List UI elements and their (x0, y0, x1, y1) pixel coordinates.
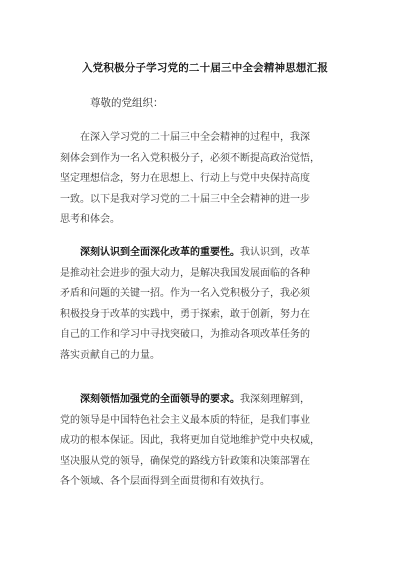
paragraph-reform (60, 243, 356, 366)
paragraph-line: 自己的工作和学习中寻找突破口，为推动各项改革任务的 (60, 329, 310, 340)
paragraph-intro (60, 128, 356, 231)
paragraph-lead-heading: 深刻认识到全面深化改革的重要性。 (80, 247, 240, 258)
paragraph-line: 矛盾和问题的关键一招。作为一名入党积极分子，我必须 (60, 288, 310, 299)
paragraph-line: 思考和体会。 (60, 214, 120, 225)
paragraph-line-text: 我认识到，改革 (240, 247, 310, 258)
paragraph-first-line (60, 390, 356, 411)
paragraph-line: 坚定理想信念，努力在思想上、行动上与党中央保持高度 (60, 173, 310, 184)
paragraph-line: 是推动社会进步的强大动力，是解决我国发展面临的各种 (60, 267, 310, 279)
paragraph-line: 成功的根本保证。因此，我将更加自觉地维护党中央权威， (60, 435, 320, 446)
paragraph-line: 一致。以下是我对学习党的二十届三中全会精神的进一步 (60, 193, 310, 205)
paragraph-line: 坚决服从党的领导，确保党的路线方针政策和决策部署在 (60, 455, 310, 467)
paragraph-first-line (60, 243, 356, 264)
paragraph-lead-heading: 深刻领悟加强党的全面领导的要求。 (80, 394, 240, 405)
paragraph-line: 落实贡献自己的力量。 (60, 349, 160, 361)
paragraph-line: 在深入学习党的二十届三中全会精神的过程中，我深 (80, 132, 310, 143)
paragraph-line: 刻体会到作为一名入党积极分子，必须不断提高政治觉悟， (60, 152, 320, 164)
paragraph-line: 各个领域、各个层面得到全面贯彻和有效执行。 (60, 476, 270, 487)
paragraph-line: 党的领导是中国特色社会主义最本质的特征，是我们事业 (60, 414, 310, 426)
paragraph-leadership (60, 390, 356, 493)
document-title: 入党积极分子学习党的二十届三中全会精神思想汇报 (81, 62, 329, 74)
paragraph-line: 积极投身于改革的实践中，勇于探索，敢于创新，努力在 (60, 308, 310, 320)
salutation: 尊敬的党组织： (90, 97, 164, 109)
paragraph-line-text: 我深刻理解到， (240, 394, 310, 405)
